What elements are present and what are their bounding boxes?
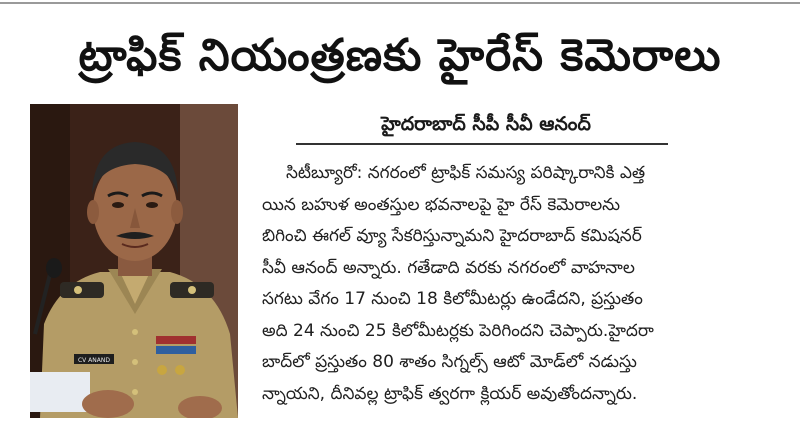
subheadline: హైదరాబాద్ సీపీ సీవీ ఆనంద్ — [381, 113, 591, 135]
body-line: సిటీబ్యూరో: నగరంలో ట్రాఫిక్ సమస్య పరిష్కారానికి ఎత్త — [286, 163, 646, 183]
body-line: సగటు వేగం 17 నుంచి 18 కిలోమీటర్లు ఉండేదని, ప్రస్తుతం — [262, 289, 643, 309]
top-divider — [0, 2, 800, 4]
body-line: బిగించి ఈగల్ వ్యూ సేకరిస్తున్నామని హైదరాబాద్ కమిషనర్ — [262, 226, 642, 246]
article-body — [262, 158, 782, 410]
body-line: అది 24 నుంచి 25 కిలోమీటర్లకు పెరిగిందని చెప్పారు.హైదరా — [262, 320, 654, 341]
body-line: యిన బహుళ అంతస్తుల భవనాలపై హై రేస్ కెమెరాలను — [262, 194, 620, 215]
body-line: సీవీ ఆనంద్ అన్నారు. గతేడాది వరకు నగరంలో వాహనాల — [262, 257, 635, 278]
officer-photo — [30, 104, 238, 418]
headline: ట్రాఫిక్ నియంత్రణకు హైరేస్ కెమెరాలు — [78, 30, 722, 81]
body-line: న్నాయని, దీనివల్ల ట్రాఫిక్ త్వరగా క్లియర్ అవుతోందన్నారు. — [262, 383, 638, 404]
subheadline-underline — [296, 143, 668, 145]
name-tag-text: CV ANAND — [77, 357, 111, 364]
body-line: బాద్‌లో ప్రస్తుతం 80 శాతం సిగ్నల్స్ ఆటో మోడ్‌లో నడుస్తు — [262, 352, 637, 372]
